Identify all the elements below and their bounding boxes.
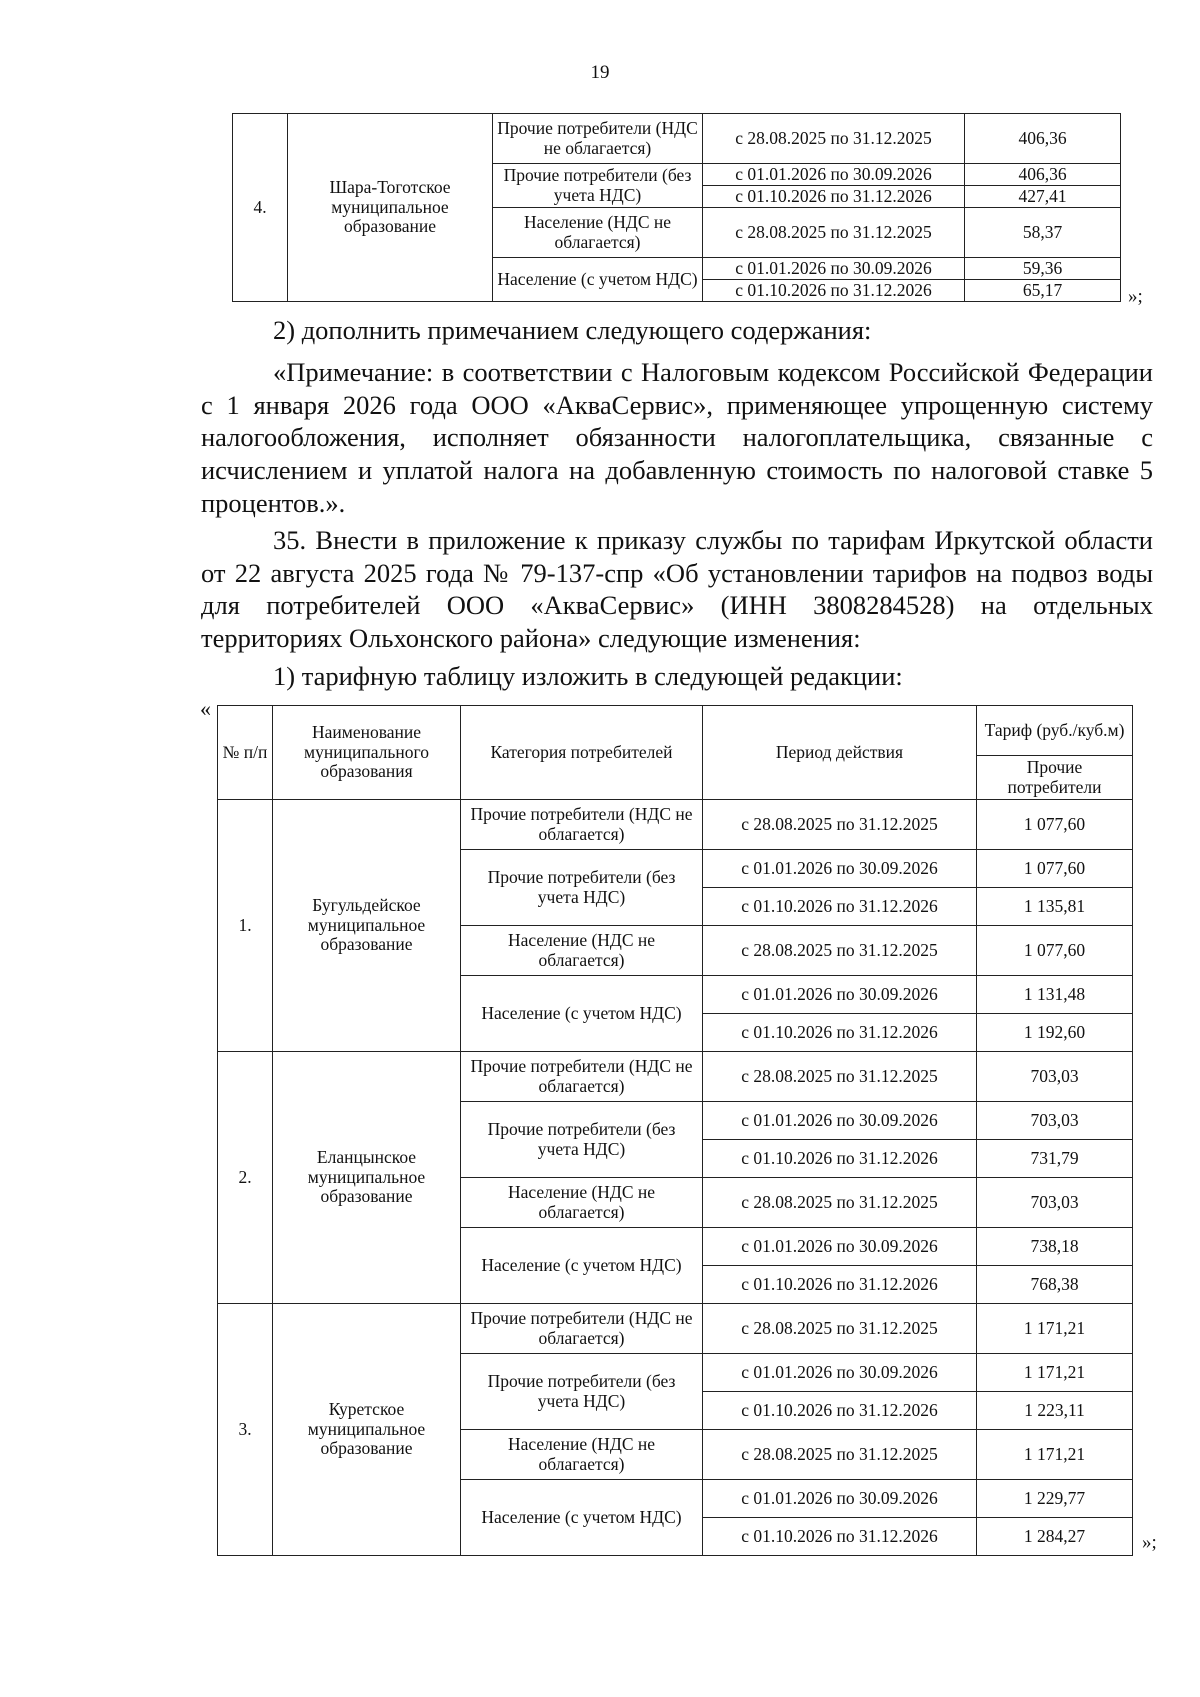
consumer-category: Прочие потребители (без учета НДС): [461, 1102, 703, 1178]
validity-period: с 01.10.2026 по 31.12.2026: [703, 1140, 977, 1178]
header-num: № п/п: [218, 706, 273, 800]
header-category: Категория потребителей: [461, 706, 703, 800]
row-number: 1.: [218, 800, 273, 1052]
table-main-closing-quote: »;: [1142, 1532, 1157, 1553]
consumer-category: Население (с учетом НДС): [461, 976, 703, 1052]
consumer-category: Прочие потребители (НДС не облагается): [461, 1304, 703, 1354]
tariff-value: 1 229,77: [977, 1480, 1133, 1518]
validity-period: с 01.10.2026 по 31.12.2026: [703, 1266, 977, 1304]
consumer-category: Прочие потребители (НДС не облагается): [493, 114, 703, 164]
validity-period: с 01.01.2026 по 30.09.2026: [703, 976, 977, 1014]
consumer-category: Прочие потребители (без учета НДС): [493, 164, 703, 208]
validity-period: с 28.08.2025 по 31.12.2025: [703, 114, 965, 164]
tariff-value: 768,38: [977, 1266, 1133, 1304]
tariff-value: 1 077,60: [977, 850, 1133, 888]
tariff-value: 1 223,11: [977, 1392, 1133, 1430]
validity-period: с 01.10.2026 по 31.12.2026: [703, 280, 965, 302]
validity-period: с 28.08.2025 по 31.12.2025: [703, 208, 965, 258]
tariff-value: 1 077,60: [977, 800, 1133, 850]
tariff-value: 1 131,48: [977, 976, 1133, 1014]
validity-period: с 01.10.2026 по 31.12.2026: [703, 1392, 977, 1430]
header-tariff-sub: Прочие потребители: [977, 756, 1133, 800]
consumer-category: Население (НДС не облагается): [461, 926, 703, 976]
table-main-opening-quote: «: [200, 696, 211, 721]
tariff-value: 1 284,27: [977, 1518, 1133, 1556]
tariff-table-continued: [232, 113, 1121, 302]
consumer-category: Население (с учетом НДС): [461, 1228, 703, 1304]
consumer-category: Прочие потребители (НДС не облагается): [461, 800, 703, 850]
table-row: [233, 114, 1121, 164]
tariff-value: 738,18: [977, 1228, 1133, 1266]
municipality-name: Шара-Тоготское муниципальное образование: [288, 114, 493, 302]
validity-period: с 01.01.2026 по 30.09.2026: [703, 258, 965, 280]
header-municipality: Наименование муниципального образования: [273, 706, 461, 800]
tariff-value: 1 077,60: [977, 926, 1133, 976]
tariff-table: [217, 705, 1133, 1556]
validity-period: с 01.10.2026 по 31.12.2026: [703, 888, 977, 926]
validity-period: с 01.10.2026 по 31.12.2026: [703, 186, 965, 208]
consumer-category: Население (НДС не облагается): [461, 1178, 703, 1228]
page-number: 19: [590, 62, 610, 83]
paragraph-amendment-note: 2) дополнить примечанием следующего содержания:: [273, 315, 872, 345]
municipality-name: Куретское муниципальное образование: [273, 1304, 461, 1556]
validity-period: с 01.01.2026 по 30.09.2026: [703, 1228, 977, 1266]
tariff-value: 406,36: [965, 164, 1121, 186]
validity-period: с 01.01.2026 по 30.09.2026: [703, 164, 965, 186]
tariff-value: 1 171,21: [977, 1430, 1133, 1480]
tariff-value: 1 192,60: [977, 1014, 1133, 1052]
validity-period: с 01.01.2026 по 30.09.2026: [703, 1354, 977, 1392]
consumer-category: Население (НДС не облагается): [493, 208, 703, 258]
row-number: 2.: [218, 1052, 273, 1304]
tariff-value: 703,03: [977, 1102, 1133, 1140]
municipality-name: Бугульдейское муниципальное образование: [273, 800, 461, 1052]
paragraph-note-text: «Примечание: в соответствии с Налоговым кодексом Российской Федерации с 1 января 2026 года ООО «АкваСервис», применяющее упрощенную систему налогообложения, исполняет обязанности налогоплательщика, связанные с исчислением и уплатой налога на добавленную стоимость по налоговой ставке 5 процентов.».: [201, 357, 1153, 518]
consumer-category: Прочие потребители (без учета НДС): [461, 850, 703, 926]
consumer-category: Население (с учетом НДС): [461, 1480, 703, 1556]
validity-period: с 01.01.2026 по 30.09.2026: [703, 850, 977, 888]
validity-period: с 01.10.2026 по 31.12.2026: [703, 1014, 977, 1052]
validity-period: с 28.08.2025 по 31.12.2025: [703, 1178, 977, 1228]
tariff-value: 427,41: [965, 186, 1121, 208]
municipality-name: Еланцынское муниципальное образование: [273, 1052, 461, 1304]
consumer-category: Население (с учетом НДС): [493, 258, 703, 302]
tariff-value: 703,03: [977, 1052, 1133, 1102]
tariff-value: 703,03: [977, 1178, 1133, 1228]
consumer-category: Население (НДС не облагается): [461, 1430, 703, 1480]
validity-period: с 28.08.2025 по 31.12.2025: [703, 1304, 977, 1354]
tariff-value: 406,36: [965, 114, 1121, 164]
validity-period: с 01.10.2026 по 31.12.2026: [703, 1518, 977, 1556]
table-row: [218, 1304, 1133, 1354]
validity-period: с 28.08.2025 по 31.12.2025: [703, 926, 977, 976]
tariff-value: 58,37: [965, 208, 1121, 258]
header-period: Период действия: [703, 706, 977, 800]
header-tariff: Тариф (руб./куб.м): [977, 706, 1133, 756]
validity-period: с 28.08.2025 по 31.12.2025: [703, 1052, 977, 1102]
tariff-value: 1 171,21: [977, 1304, 1133, 1354]
table-row: [218, 1052, 1133, 1102]
validity-period: с 28.08.2025 по 31.12.2025: [703, 800, 977, 850]
validity-period: с 01.01.2026 по 30.09.2026: [703, 1102, 977, 1140]
consumer-category: Прочие потребители (без учета НДС): [461, 1354, 703, 1430]
validity-period: с 28.08.2025 по 31.12.2025: [703, 1430, 977, 1480]
table-row: [218, 800, 1133, 850]
row-number: 3.: [218, 1304, 273, 1556]
consumer-category: Прочие потребители (НДС не облагается): [461, 1052, 703, 1102]
paragraph-item-35: 35. Внести в приложение к приказу службы по тарифам Иркутской области от 22 августа 2025 года № 79-137-спр «Об установлении тарифов на подвоз воды для потребителей ООО «АкваСервис» (ИНН 3808284528) на отдельных территориях Ольхонского района» следующие изменения:: [201, 525, 1153, 654]
tariff-value: 731,79: [977, 1140, 1133, 1178]
tariff-value: 1 135,81: [977, 888, 1133, 926]
tariff-value: 1 171,21: [977, 1354, 1133, 1392]
validity-period: с 01.01.2026 по 30.09.2026: [703, 1480, 977, 1518]
tariff-value: 65,17: [965, 280, 1121, 302]
table-header-row: [218, 706, 1133, 756]
paragraph-table-intro: 1) тарифную таблицу изложить в следующей редакции:: [273, 661, 903, 691]
tariff-value: 59,36: [965, 258, 1121, 280]
table-top-closing-quote: »;: [1128, 286, 1143, 307]
row-number: 4.: [233, 114, 288, 302]
